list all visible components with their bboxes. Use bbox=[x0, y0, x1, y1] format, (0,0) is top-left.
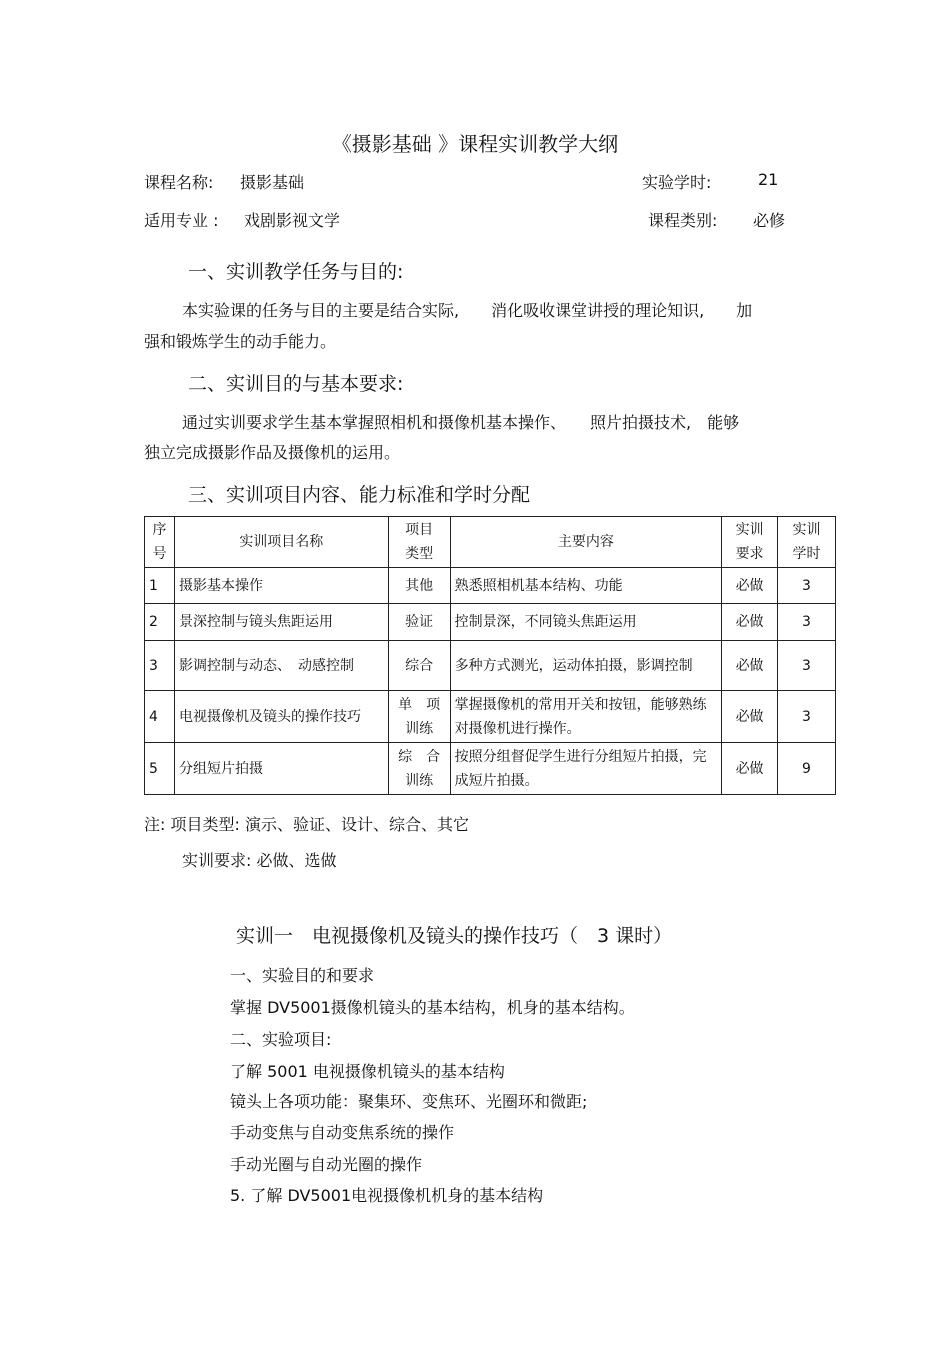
row-hours: 3 bbox=[778, 691, 836, 743]
row-no: 4 bbox=[145, 691, 175, 743]
header-no: 序 号 bbox=[145, 517, 175, 568]
row-type: 综合 bbox=[388, 641, 450, 691]
row-no: 2 bbox=[145, 604, 175, 641]
lab1-line: 镜头上各项功能：聚集环、变焦环、光圈环和微距; bbox=[230, 1092, 588, 1111]
hours-label: 实验学时: bbox=[642, 173, 712, 192]
table-row bbox=[145, 743, 836, 795]
lab1-line: 手动变焦与自动变焦系统的操作 bbox=[230, 1123, 455, 1142]
row-type: 验证 bbox=[388, 604, 450, 641]
row-no: 3 bbox=[145, 641, 175, 691]
lab1-line: 掌握 DV5001摄像机镜头的基本结构，机身的基本结构。 bbox=[230, 998, 635, 1017]
row-content: 掌握摄像机的常用开关和按钮，能够熟练对摄像机进行操作。 bbox=[450, 691, 722, 743]
category-value: 必修 bbox=[753, 211, 786, 230]
row-name: 电视摄像机及镜头的操作技巧 bbox=[174, 691, 388, 743]
category-label: 课程类别: bbox=[648, 211, 718, 230]
row-type: 其他 bbox=[388, 568, 450, 604]
lab1-line: 5. 了解 DV5001电视摄像机机身的基本结构 bbox=[230, 1186, 544, 1205]
course-name-value: 摄影基础 bbox=[240, 173, 305, 192]
header-content: 主要内容 bbox=[450, 517, 722, 568]
row-name: 摄影基本操作 bbox=[174, 568, 388, 604]
table-row bbox=[145, 691, 836, 743]
row-requirement: 必做 bbox=[722, 743, 778, 795]
row-content: 控制景深，不同镜头焦距运用 bbox=[450, 604, 722, 641]
major-label: 适用专业 : bbox=[144, 211, 219, 230]
lab1-line: 了解 5001 电视摄像机镜头的基本结构 bbox=[230, 1062, 505, 1081]
row-name: 影调控制与动态、 动感控制 bbox=[174, 641, 388, 691]
header-type: 项目 类型 bbox=[388, 517, 450, 568]
row-name: 景深控制与镜头焦距运用 bbox=[174, 604, 388, 641]
row-requirement: 必做 bbox=[722, 641, 778, 691]
row-hours: 3 bbox=[778, 568, 836, 604]
lab1-line: 手动光圈与自动光圈的操作 bbox=[230, 1155, 423, 1174]
row-type: 单 项训练 bbox=[388, 691, 450, 743]
row-hours: 9 bbox=[778, 743, 836, 795]
document-title: 《摄影基础 》课程实训教学大纲 bbox=[331, 132, 619, 156]
row-hours: 3 bbox=[778, 604, 836, 641]
section1-line1: 本实验课的任务与目的主要是结合实际, 消化吸收课堂讲授的理论知识, 加 bbox=[182, 301, 753, 320]
note-project-types: 注: 项目类型: 演示、验证、设计、综合、其它 bbox=[144, 815, 469, 834]
header-hours: 实训 学时 bbox=[778, 517, 836, 568]
hours-value: 21 bbox=[758, 170, 779, 189]
row-hours: 3 bbox=[778, 641, 836, 691]
course-name-label: 课程名称: bbox=[144, 173, 214, 192]
table-row bbox=[145, 641, 836, 691]
lab1-line: 二、实验项目: bbox=[230, 1030, 332, 1049]
header-name: 实训项目名称 bbox=[174, 517, 388, 568]
table-header-row bbox=[145, 517, 836, 568]
table-row bbox=[145, 604, 836, 641]
major-value: 戏剧影视文学 bbox=[244, 211, 341, 230]
row-no: 1 bbox=[145, 568, 175, 604]
section3-heading: 三、实训项目内容、能力标准和学时分配 bbox=[188, 484, 531, 506]
section2-line1: 通过实训要求学生基本掌握照相机和摄像机基本操作、 照片拍摄技术, 能够 bbox=[182, 413, 740, 432]
row-content: 按照分组督促学生进行分组短片拍摄，完成短片拍摄。 bbox=[450, 743, 722, 795]
row-requirement: 必做 bbox=[722, 691, 778, 743]
section2-line2: 独立完成摄影作品及摄像机的运用。 bbox=[144, 443, 401, 462]
row-type: 综 合训练 bbox=[388, 743, 450, 795]
training-items-table bbox=[144, 516, 836, 795]
section1-line2: 强和锻炼学生的动手能力。 bbox=[144, 332, 337, 351]
row-no: 5 bbox=[145, 743, 175, 795]
section2-heading: 二、实训目的与基本要求: bbox=[188, 373, 404, 395]
header-requirement: 实训 要求 bbox=[722, 517, 778, 568]
row-content: 多种方式测光，运动体拍摄，影调控制 bbox=[450, 641, 722, 691]
lab1-title: 实训一 电视摄像机及镜头的操作技巧（ 3 课时） bbox=[236, 925, 673, 947]
row-content: 熟悉照相机基本结构、功能 bbox=[450, 568, 722, 604]
section1-heading: 一、实训教学任务与目的: bbox=[188, 261, 404, 283]
table-row bbox=[145, 568, 836, 604]
lab1-line: 一、实验目的和要求 bbox=[230, 966, 375, 985]
row-name: 分组短片拍摄 bbox=[174, 743, 388, 795]
row-requirement: 必做 bbox=[722, 604, 778, 641]
note-requirements: 实训要求: 必做、选做 bbox=[182, 851, 337, 870]
row-requirement: 必做 bbox=[722, 568, 778, 604]
